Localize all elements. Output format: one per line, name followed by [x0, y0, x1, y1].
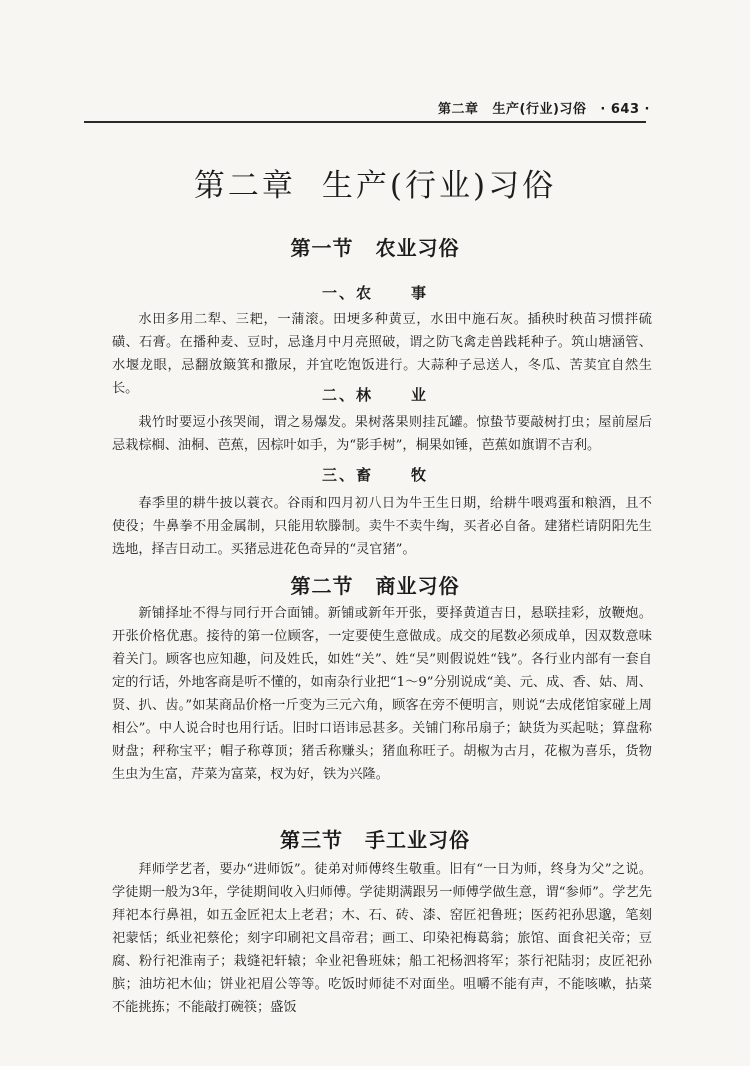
running-header	[0, 98, 750, 120]
section-number: 第一节	[290, 236, 354, 260]
paragraph-livestock: 春季里的耕牛披以蓑衣。谷雨和四月初八日为牛王生日期，给耕牛喂鸡蛋和粮酒，且不使役；牛鼻拳不用金属制，只能用软滕制。卖牛不卖牛绹，买者必自备。建猪栏请阴阳先生选地，择吉日动工。买猪忌进花色奇异的“灵官猪”。	[112, 496, 652, 557]
subsection-name: 业	[411, 386, 429, 404]
header-chapter: 第二章	[438, 102, 479, 117]
paragraph-commerce: 新铺择址不得与同行开合面铺。新铺或新年开张，要择黄道吉日，悬联挂彩，放鞭炮。开张价格优惠。接待的第一位顾客，一定要使生意做成。成交的尾数必须成单，因双数意味着关门。顾客也应知趣，问及姓氏，如姓“关”、姓“吴”则假说姓“钱”。各行业内部有一套自定的行话，外地客商是听不懂的，如南杂行业把“1～9”分别说成“美、元、成、香、姑、周、贤、扒、齿。”如某商品价格一斤变为三元六角，顾客在旁不便明言，则说“去成佬馆家碰上周相公”。中人说合时也用行话。旧时口语讳忌甚多。关铺门称吊扇子；缺货为买起哒；算盘称财盘；秤称宝平；帽子称尊顶；猪舌称赚头；猪血称旺子。胡椒为古月，花椒为喜乐，货物生虫为生富，芹菜为富菜，杈为好，铁为兴隆。	[112, 606, 652, 782]
section-number: 第三节	[280, 828, 343, 852]
header-topic: 生产(行业)习俗	[492, 102, 587, 117]
page-number: · 643 ·	[600, 102, 650, 117]
chapter-name: 生产(行业)习俗	[321, 168, 557, 204]
section-title-agriculture	[0, 232, 750, 261]
subsection-number: 二、林	[321, 386, 373, 404]
section-name: 农业习俗	[375, 236, 460, 260]
running-header-text	[438, 98, 650, 117]
subsection-name: 事	[411, 284, 429, 302]
paragraph-farming: 水田多用二犁、三耙，一蒲滚。田埂多种黄豆，水田中施石灰。插秧时秧苗习惯拌硫磺、石膏。在播种麦、豆时，忌逢月中月亮照破，谓之防飞禽走兽践耗种子。筑山塘涵管、水堰龙眼，忌翻放簸箕和撒尿，并宜吃饱饭进行。大蒜种子忌送人，冬瓜、苦荬宜自然生长。	[112, 312, 652, 396]
section-number: 第二节	[290, 574, 354, 598]
subsection-title-forestry	[0, 384, 750, 405]
paragraph-forestry: 栽竹时要逗小孩哭闹，谓之易爆发。果树落果则挂瓦罐。惊蛰节要敲树打虫；屋前屋后忌栽棕榈、油桐、芭蕉，因棕叶如手，为“影手树”，桐果如锤，芭蕉如旗谓不吉利。	[112, 415, 652, 453]
section-name: 商业习俗	[375, 574, 460, 598]
section-title-handicraft	[0, 824, 750, 853]
header-rule	[84, 121, 646, 123]
section-name: 手工业习俗	[365, 828, 470, 852]
section-title-commerce	[0, 570, 750, 599]
subsection-title-livestock	[0, 464, 750, 485]
chapter-title	[0, 160, 750, 205]
paragraph-handicraft: 拜师学艺者，要办“进师饭”。徒弟对师傅终生敬重。旧有“一日为师，终身为父”之说。学徒期一般为3年，学徒期间收入归师傅。学徒期满跟另一师傅学做生意，谓“参师”。学艺先拜祀本行鼻祖，如五金匠祀太上老君；木、石、砖、漆、窑匠祀鲁班；医药祀孙思邈，笔刻祀蒙恬；纸业祀蔡伦；刻字印刷祀文昌帝君；画工、印染祀梅葛翁；旅馆、面食祀关帝；豆腐、粉行祀淮南子；栽缝祀轩辕；伞业祀鲁班妹；船工祀杨泗将军；茶行祀陆羽；皮匠祀孙膑；油坊祀木仙；饼业祀眉公等等。吃饭时师徒不对面坐。咀嚼不能有声，不能咳嗽，拈菜不能挑拣；不能敲打碗筷；盛饭	[112, 862, 652, 1015]
subsection-name: 牧	[411, 466, 429, 484]
chapter-number: 第二章	[193, 168, 296, 204]
subsection-number: 一、农	[321, 284, 373, 302]
subsection-title-farming	[0, 282, 750, 303]
subsection-number: 三、畜	[321, 466, 373, 484]
